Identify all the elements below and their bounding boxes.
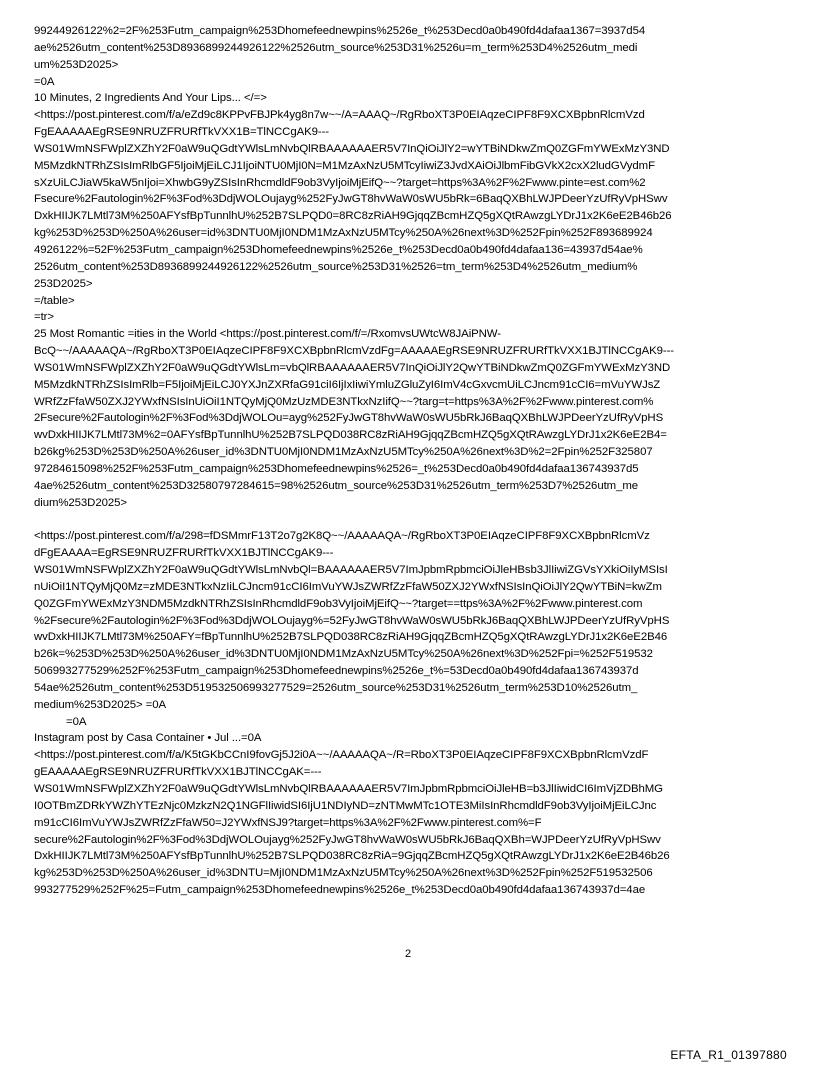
link-line[interactable]: wvDxkHIIJK7LMtl73M%250AFY=fBpTunnlhU%252B7SLPQD038RC8zRiAH9GjqqZBcmHZQ5gXQtRAwzgLYDrJ1x2K6eE2B46 — [34, 631, 668, 644]
link-line[interactable]: WS01WmNSFWplZXZhY2F0aW9uQGdtYWlsLmNvbQlRBAAAAAAER5V7ImJpbmRpbmciOiJleHB=b3JlIiwidCI6ImVjZDBhMG — [34, 782, 663, 795]
link-line[interactable]: Q0ZGFmYWExMzY3NDM5MzdkNTRhZSIsInRhcmdldF9ob3VyIjoiMjEifQ~~?target==ttps%3A%2F%2Fwww.pinterest.com — [34, 597, 643, 610]
page-number: 2 — [404, 948, 412, 960]
link-line[interactable]: I0OTBmZDRkYWZhYTEzNjc0MzkzN2Q1NGFlIiwidSI6IjU1NDIyND=zNTMwMTc1OTE3MiIsInRhcmdldF9ob3VyIjoiMjEiLCJnc — [34, 799, 657, 812]
link-line[interactable]: nUiOiI1NTQyMjQ0Mz=zMDE3NTkxNzIiLCJncm91cCI6ImVuYWJsZWRfZzFfaW50ZXJ2YWxfNSIsInQiOiJlY2QwYTBiN=kwZm — [34, 580, 662, 593]
text-line: =0A — [66, 715, 87, 728]
text-line: 10 Minutes, 2 Ingredients And Your Lips... </=> — [34, 92, 267, 105]
text-line: ae%2526utm_content%253D8936899244926122%2526utm_source%253D31%2526u=m_term%253D4%2526utm_medi — [34, 41, 638, 54]
link-line[interactable]: kg%253D%253D%250A%26user=id%3DNTU0MjI0NDM1MzAxNzU5MTcy%250A%26next%3D%252Fpin%252F893689924 — [34, 227, 653, 240]
link-line[interactable]: b26k=%253D%253D%250A%26user_id%3DNTU0MjI0NDM1MzAxNzU5MTcy%250A%26next%3D%252Fpi=%252F519532 — [34, 648, 653, 661]
text-line: =/table> — [34, 294, 75, 307]
link-line[interactable]: BcQ~~/AAAAAQA~/RgRboXT3P0EIAqzeCIPF8F9XCXBpbnRlcmVzdFg=AAAAAEgRSE9NRUZFRURfTkVXX1BJTlNCCgAK9--- — [34, 345, 674, 358]
link-line[interactable]: 253D2025> — [34, 277, 93, 290]
text-line: um%253D2025> — [34, 58, 119, 71]
link-line[interactable]: gEAAAAAEgRSE9NRUZFRURfTkVXX1BJTlNCCgAK=--- — [34, 766, 322, 779]
link-line[interactable]: M5MzdkNTRhZSIsImRlb=F5IjoiMjEiLCJ0YXJnZXRfaG91ciI6IjIxIiwiYmluZGluZyI6ImV4cGxvcmUiLCJncm91cCI6=mVuYWJsZ — [34, 378, 661, 391]
link-line[interactable]: <https://post.pinterest.com/f/a/K5tGKbCCnI9fovGj5J2i0A~~/AAAAAQA~/R=RboXT3P0EIAqzeCIPF8F9XCXBpbnRlcmVzdF — [34, 749, 649, 762]
text-line: 99244926122%2=2F%253Futm_campaign%253Dhomefeednewpins%2526e_t%253Decd0a0b490fd4dafaa1367=3937d54 — [34, 25, 646, 37]
link-line[interactable]: 506993277529%252F%253Futm_campaign%253Dhomefeednewpins%2526e_t%=53Decd0a0b490fd4dafaa136743937d — [34, 665, 639, 678]
link-line[interactable]: %2Fsecure%2Fautologin%2F%3Fod%3DdjWOLOujayg%=52FyJwGT8hvWaW0sWU5bRkJ6BaqQXBhLWJPDeerYzUfRyVpHS — [34, 614, 670, 627]
link-line[interactable]: 4926122%=52F%253Futm_campaign%253Dhomefeednewpins%2526e_t%253Decd0a0b490fd4dafaa136=43937d54ae% — [34, 243, 643, 256]
link-line[interactable]: M5MzdkNTRhZSIsImRlbGF5IjoiMjEiLCJ1IjoiNTU0MjI0N=M1MzAxNzU5MTcyIiwiZ3JvdXAiOiJlbmFibGVkX2cxX2ludGVydmF — [34, 159, 655, 172]
link-line[interactable]: medium%253D2025> =0A — [34, 698, 167, 711]
link-line[interactable]: kg%253D%253D%250A%26user_id%3DNTU=MjI0NDM1MzAxNzU5MTcy%250A%26next%3D%252Fpin%252F519532506 — [34, 867, 653, 880]
link-line[interactable]: wvDxkHIIJK7LMtl73M%2=0AFYsfBpTunnlhU%252B7SLPQD038RC8zRiAH9GjqqZBcmHZQ5gXQtRAwzgLYDrJ1x2K6eE2B4= — [34, 429, 667, 442]
link-line[interactable]: 54ae%2526utm_content%253D519532506993277529=2526utm_source%253D31%2526utm_term%253D10%2526utm_ — [34, 681, 638, 694]
link-line[interactable]: sXzUiLCJiaW5kaW5nIjoi=XhwbG9yZSIsInRhcmdldF9ob3VyIjoiMjEifQ~~?target=https%3A%2F%2Fwww.pinte=est.com%2 — [34, 176, 646, 189]
text-line: Instagram post by Casa Container • Jul ...=0A — [34, 732, 262, 745]
link-line[interactable]: 4ae%2526utm_content%253D32580797284615=98%2526utm_source%253D31%2526utm_term%253D7%2526utm_me — [34, 479, 638, 492]
link-line[interactable]: DxkHIIJK7LMtl73M%250AFYsfBpTunnlhU%252B7SLPQD038RC8zRiA=9GjqqZBcmHZQ5gXQtRAwzgLYDrJ1x2K6eE2B46b26 — [34, 850, 670, 863]
link-line[interactable]: WS01WmNSFWplZXZhY2F0aW9uQGdtYWlsLmNvbQl=BAAAAAAER5V7ImJpbmRpbmciOiJleHBsb3JlIiwiZGVsYXkiOiIyMSIsI — [34, 564, 668, 576]
link-line[interactable]: b26kg%253D%253D%250A%26user_id%3DNTU0MjI0NDM1MzAxNzU5MTcy%250A%26next%3D%2=2Fpin%252F325807 — [34, 446, 653, 459]
link-line[interactable]: FgEAAAAAEgRSE9NRUZFRURfTkVXX1B=TlNCCgAK9--- — [34, 126, 330, 139]
link-line[interactable]: 2Fsecure%2Fautologin%2F%3Fod%3DdjWOLOu=ayg%252FyJwGT8hvWaW0sWU5bRkJ6BaqQXBhLWJPDeerYzUfRyVpHS — [34, 412, 664, 425]
link-line[interactable]: WS01WmNSFWplZXZhY2F0aW9uQGdtYWlsLm=vbQlRBAAAAAAER5V7InQiOiJlY2QwYTBiNDkwZmQ0ZGFmYWExMzY3ND — [34, 361, 671, 374]
link-line[interactable]: Fsecure%2Fautologin%2F%3Fod%3DdjWOLOujayg%252FyJwGT8hvWaW0sWU5bRk=6BaqQXBhLWJPDeerYzUfRyVpHSwv — [34, 193, 668, 206]
link-line[interactable]: 2526utm_content%253D8936899244926122%2526utm_source%253D31%2526=tm_term%253D4%2526utm_medium% — [34, 260, 638, 273]
link-line[interactable]: WS01WmNSFWplZXZhY2F0aW9uQGdtYWlsLmNvbQlRBAAAAAAER5V7InQiOiJlY2=wYTBiNDkwZmQ0ZGFmYWExMzY3ND — [34, 142, 670, 155]
link-line[interactable]: dium%253D2025> — [34, 496, 127, 509]
document-body — [34, 23, 780, 899]
link-line[interactable]: 97284615098%252F%253Futm_campaign%253Dhomefeednewpins%2526=_t%253Decd0a0b490fd4dafaa136743937d5 — [34, 462, 639, 475]
link-line[interactable]: WRfZzFfaW50ZXJ2YWxfNSIsInUiOiI1NTQyMjQ0MzUzMDE3NTkxNzIifQ~~?targ=t=https%3A%2F%2Fwww.pinterest.com% — [34, 395, 654, 408]
link-line[interactable]: 993277529%252F%25=Futm_campaign%253Dhomefeednewpins%2526e_t%253Decd0a0b490fd4dafaa136743937d=4ae — [34, 884, 646, 897]
link-line[interactable]: DxkHIIJK7LMtl73M%250AFYsfBpTunnlhU%252B7SLPQD0=8RC8zRiAH9GjqqZBcmHZQ5gXQtRAwzgLYDrJ1x2K6eE2B46b26 — [34, 210, 672, 223]
link-line[interactable]: <https://post.pinterest.com/f/a/298=fDSMmrF13T2o7g2K8Q~~/AAAAAQA~/RgRboXT3P0EIAqzeCIPF8F9XCXBpbnRlcmVz — [34, 530, 650, 543]
text-line: =0A — [34, 75, 55, 88]
text-line: =tr> — [34, 311, 54, 324]
text-line: 25 Most Romantic =ities in the World <https://post.pinterest.com/f/=/RxomvsUWtcW8JAiPNW- — [34, 328, 501, 341]
link-line[interactable]: secure%2Fautologin%2F%3Fod%3DdjWOLOujayg%252FyJwGT8hvWaW0sWU5bRkJ6BaqQXBh=WJPDeerYzUfRyVpHSwv — [34, 833, 661, 846]
bates-number: EFTA_R1_01397880 — [670, 1048, 787, 1062]
link-line[interactable]: m91cCI6ImVuYWJsZWRfZzFfaW50=J2YWxfNSJ9?target=https%3A%2F%2Fwww.pinterest.com%=F — [34, 816, 542, 829]
link-line[interactable]: <https://post.pinterest.com/f/a/eZd9c8KPPvFBJPk4yg8n7w~~/A=AAAQ~/RgRboXT3P0EIAqzeCIPF8F9XCXBpbnRlcmVzd — [34, 109, 645, 122]
blank-line — [34, 511, 780, 528]
link-line[interactable]: dFgEAAAA=EgRSE9NRUZFRURfTkVXX1BJTlNCCgAK9--- — [34, 547, 334, 560]
